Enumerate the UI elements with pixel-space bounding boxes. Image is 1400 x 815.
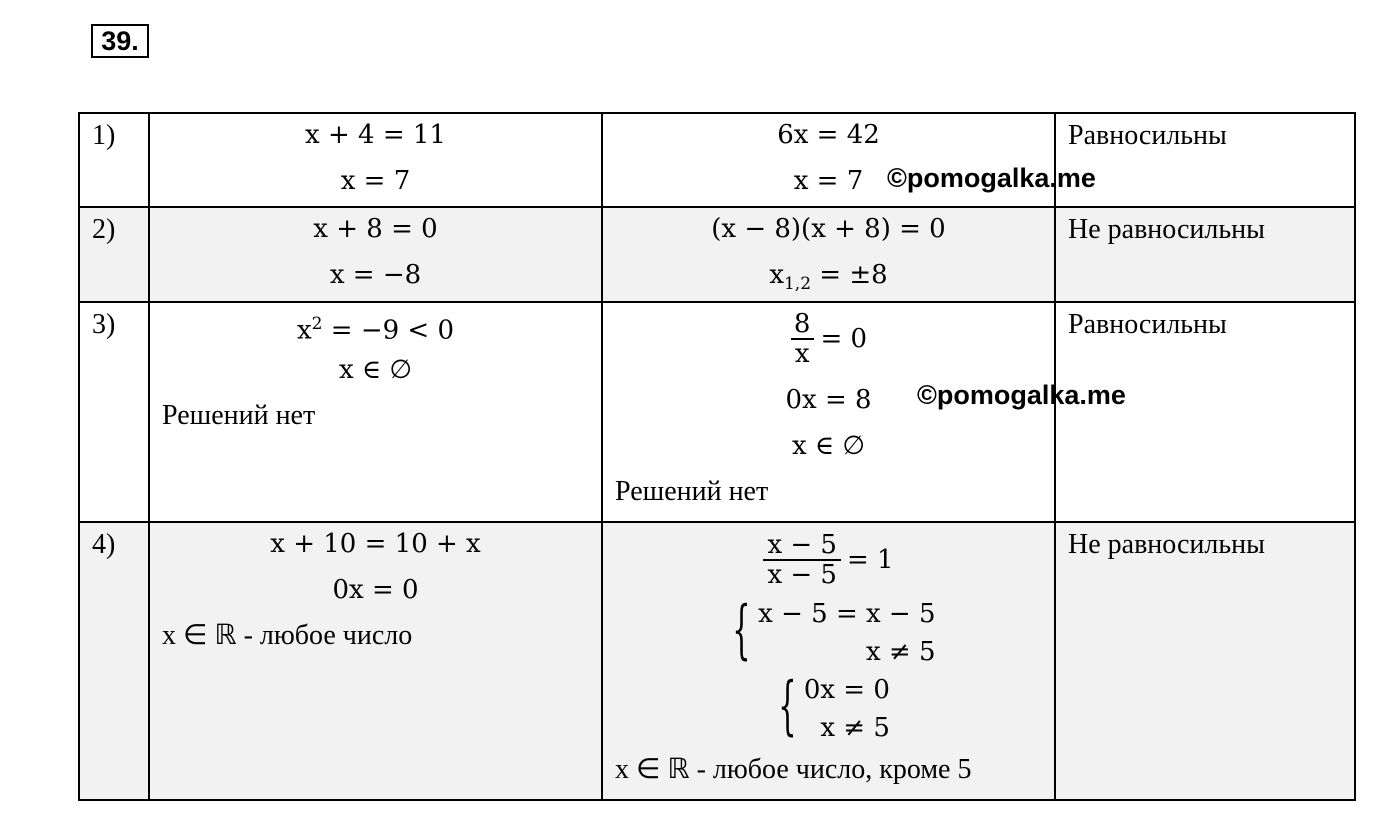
system-line: x − 5 = x − 5 (758, 599, 936, 629)
row-number: 4) (79, 522, 149, 800)
equation-line (603, 252, 1054, 298)
solutions-table (78, 112, 1356, 801)
result-cell: Равносильны (1055, 302, 1355, 522)
equation-line: x = −8 (329, 260, 422, 290)
equation-line: 6x = 42 (777, 120, 880, 150)
system-line: x ≠ 5 (820, 713, 890, 743)
equation-line: 0x = 0 (332, 575, 419, 605)
left-equation-cell (149, 207, 602, 302)
system-line: 0x = 0 (803, 675, 890, 705)
right-equation-cell (602, 522, 1055, 800)
equation-line: 0x = 8 (785, 385, 872, 415)
equation-rest: = −9 < 0 (322, 315, 454, 346)
left-equation-cell (149, 522, 602, 800)
fraction-denominator: x − 5 (763, 559, 841, 589)
fraction (790, 310, 815, 368)
result-cell: Не равносильны (1055, 522, 1355, 800)
right-equation-cell (602, 302, 1055, 522)
equation-system (603, 595, 1054, 671)
equation-line: x + 10 = 10 + x (270, 529, 481, 559)
equation-line: x + 4 = 11 (305, 120, 446, 150)
watermark: ©pomogalka.me (917, 380, 1126, 410)
solution-note: Решений нет (615, 476, 769, 507)
fraction-denominator: x (791, 338, 814, 368)
solution-note: x ∈ ℝ - любое число (162, 620, 413, 651)
result-cell: Равносильны (1055, 113, 1355, 207)
solution-note: Решений нет (162, 400, 316, 431)
table-row (79, 522, 1355, 800)
system-line: x ≠ 5 (866, 637, 936, 667)
result-cell: Не равносильны (1055, 207, 1355, 302)
fraction-equation (603, 525, 1054, 595)
fraction-numerator: 8 (793, 309, 811, 339)
fraction-numerator: x − 5 (767, 530, 837, 560)
equation-rest: = ±8 (811, 260, 888, 290)
row-number: 3) (79, 302, 149, 522)
left-equation-cell (149, 113, 602, 207)
fraction (763, 531, 841, 589)
equation-line: x + 8 = 0 (313, 214, 438, 244)
equation-line (150, 301, 601, 347)
variable: x (297, 315, 312, 346)
equation-line: x ∈ ∅ (338, 355, 413, 385)
equation-rest: = 0 (820, 324, 868, 354)
task-number: 39. (91, 24, 149, 58)
equation-line: (x − 8)(x + 8) = 0 (711, 214, 946, 244)
equation-line: x ∈ ∅ (791, 431, 866, 461)
table-row (79, 207, 1355, 302)
equation-system (603, 671, 1054, 747)
equation-line: x = 7 (340, 166, 411, 196)
left-equation-cell (149, 302, 602, 522)
subscript: 1,2 (783, 274, 812, 295)
brace-icon: { (778, 669, 797, 743)
row-number: 2) (79, 207, 149, 302)
superscript: 2 (311, 314, 323, 334)
fraction-equation (603, 301, 1054, 377)
solution-note: x ∈ ℝ - любое число, кроме 5 (615, 754, 972, 785)
equation-rest: = 1 (846, 545, 894, 575)
brace-icon: { (732, 593, 751, 667)
equation-line: x = 7 (793, 166, 864, 196)
right-equation-cell (602, 207, 1055, 302)
variable: x (769, 260, 784, 290)
row-number: 1) (79, 113, 149, 207)
table-row (79, 302, 1355, 522)
watermark: ©pomogalka.me (887, 163, 1096, 193)
table-row (79, 113, 1355, 207)
